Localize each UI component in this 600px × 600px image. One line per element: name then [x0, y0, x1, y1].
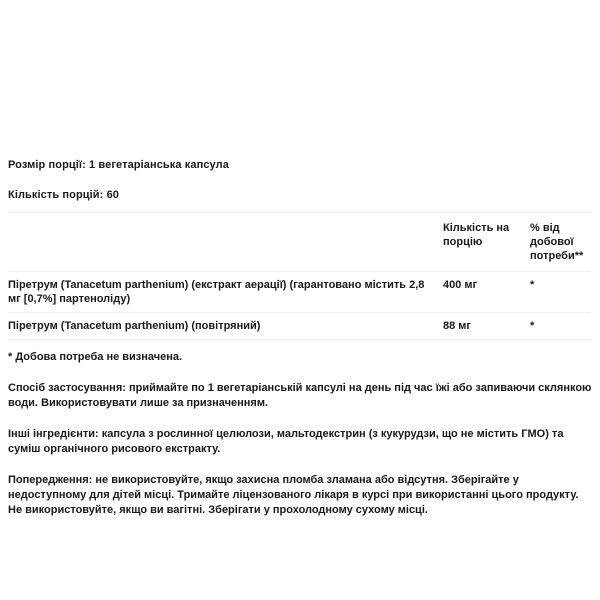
- serving-size-label: Розмір порції: 1 вегетаріанська капсула: [8, 159, 229, 171]
- ingredient-name: Піретрум (Tanacetum parthenium) (повітряний): [8, 313, 443, 340]
- ingredient-amount: 88 мг: [443, 313, 530, 340]
- servings-per-container-label: Кількість порцій: 60: [8, 189, 120, 201]
- ingredient-name: Піретрум (Tanacetum parthenium) (екстракт аерації) (гарантовано містить 2,8 мг [0,7%] партеноліду): [8, 272, 443, 313]
- column-header-amount-per-serving: Кількість на порцію: [443, 213, 530, 272]
- other-ingredients-text: Інші інгредієнти: капсула з рослинної целюлози, мальтодекстрин (з кукурудзи, що не містить ГМО) та суміш органічного рисового екстракту.: [8, 428, 564, 455]
- table-header: [8, 213, 591, 272]
- column-header-daily-value: % від добової потреби**: [530, 213, 591, 272]
- ingredient-daily-value: *: [530, 313, 591, 340]
- supplement-facts-table: [8, 212, 591, 340]
- table-header-row: [8, 213, 591, 272]
- table-row: [8, 272, 591, 313]
- table-body: [8, 272, 591, 340]
- daily-value-footnote: * Добова потреба не визначена.: [8, 351, 183, 363]
- ingredient-daily-value: *: [530, 272, 591, 313]
- column-header-ingredient: [8, 213, 443, 272]
- warning-text: Попередження: не використовуйте, якщо захисна пломба зламана або відсутня. Зберігайте у недоступному для дітей місці. Тримайте ліцензованого лікаря в курсі при використанні цього продукту. Не використовуйте, якщо ви вагітні. Зберігати у прохолодному сухому місці.: [8, 474, 579, 516]
- serving-info: [8, 0, 592, 202]
- notes-section: [8, 340, 592, 518]
- ingredient-amount: 400 мг: [443, 272, 530, 313]
- directions-text: Спосіб застосування: приймайте по 1 вегетаріанській капсулі на день під час їжі або запиваючи склянкою води. Використовувати лише за призначенням.: [8, 382, 592, 409]
- table-row: [8, 313, 591, 340]
